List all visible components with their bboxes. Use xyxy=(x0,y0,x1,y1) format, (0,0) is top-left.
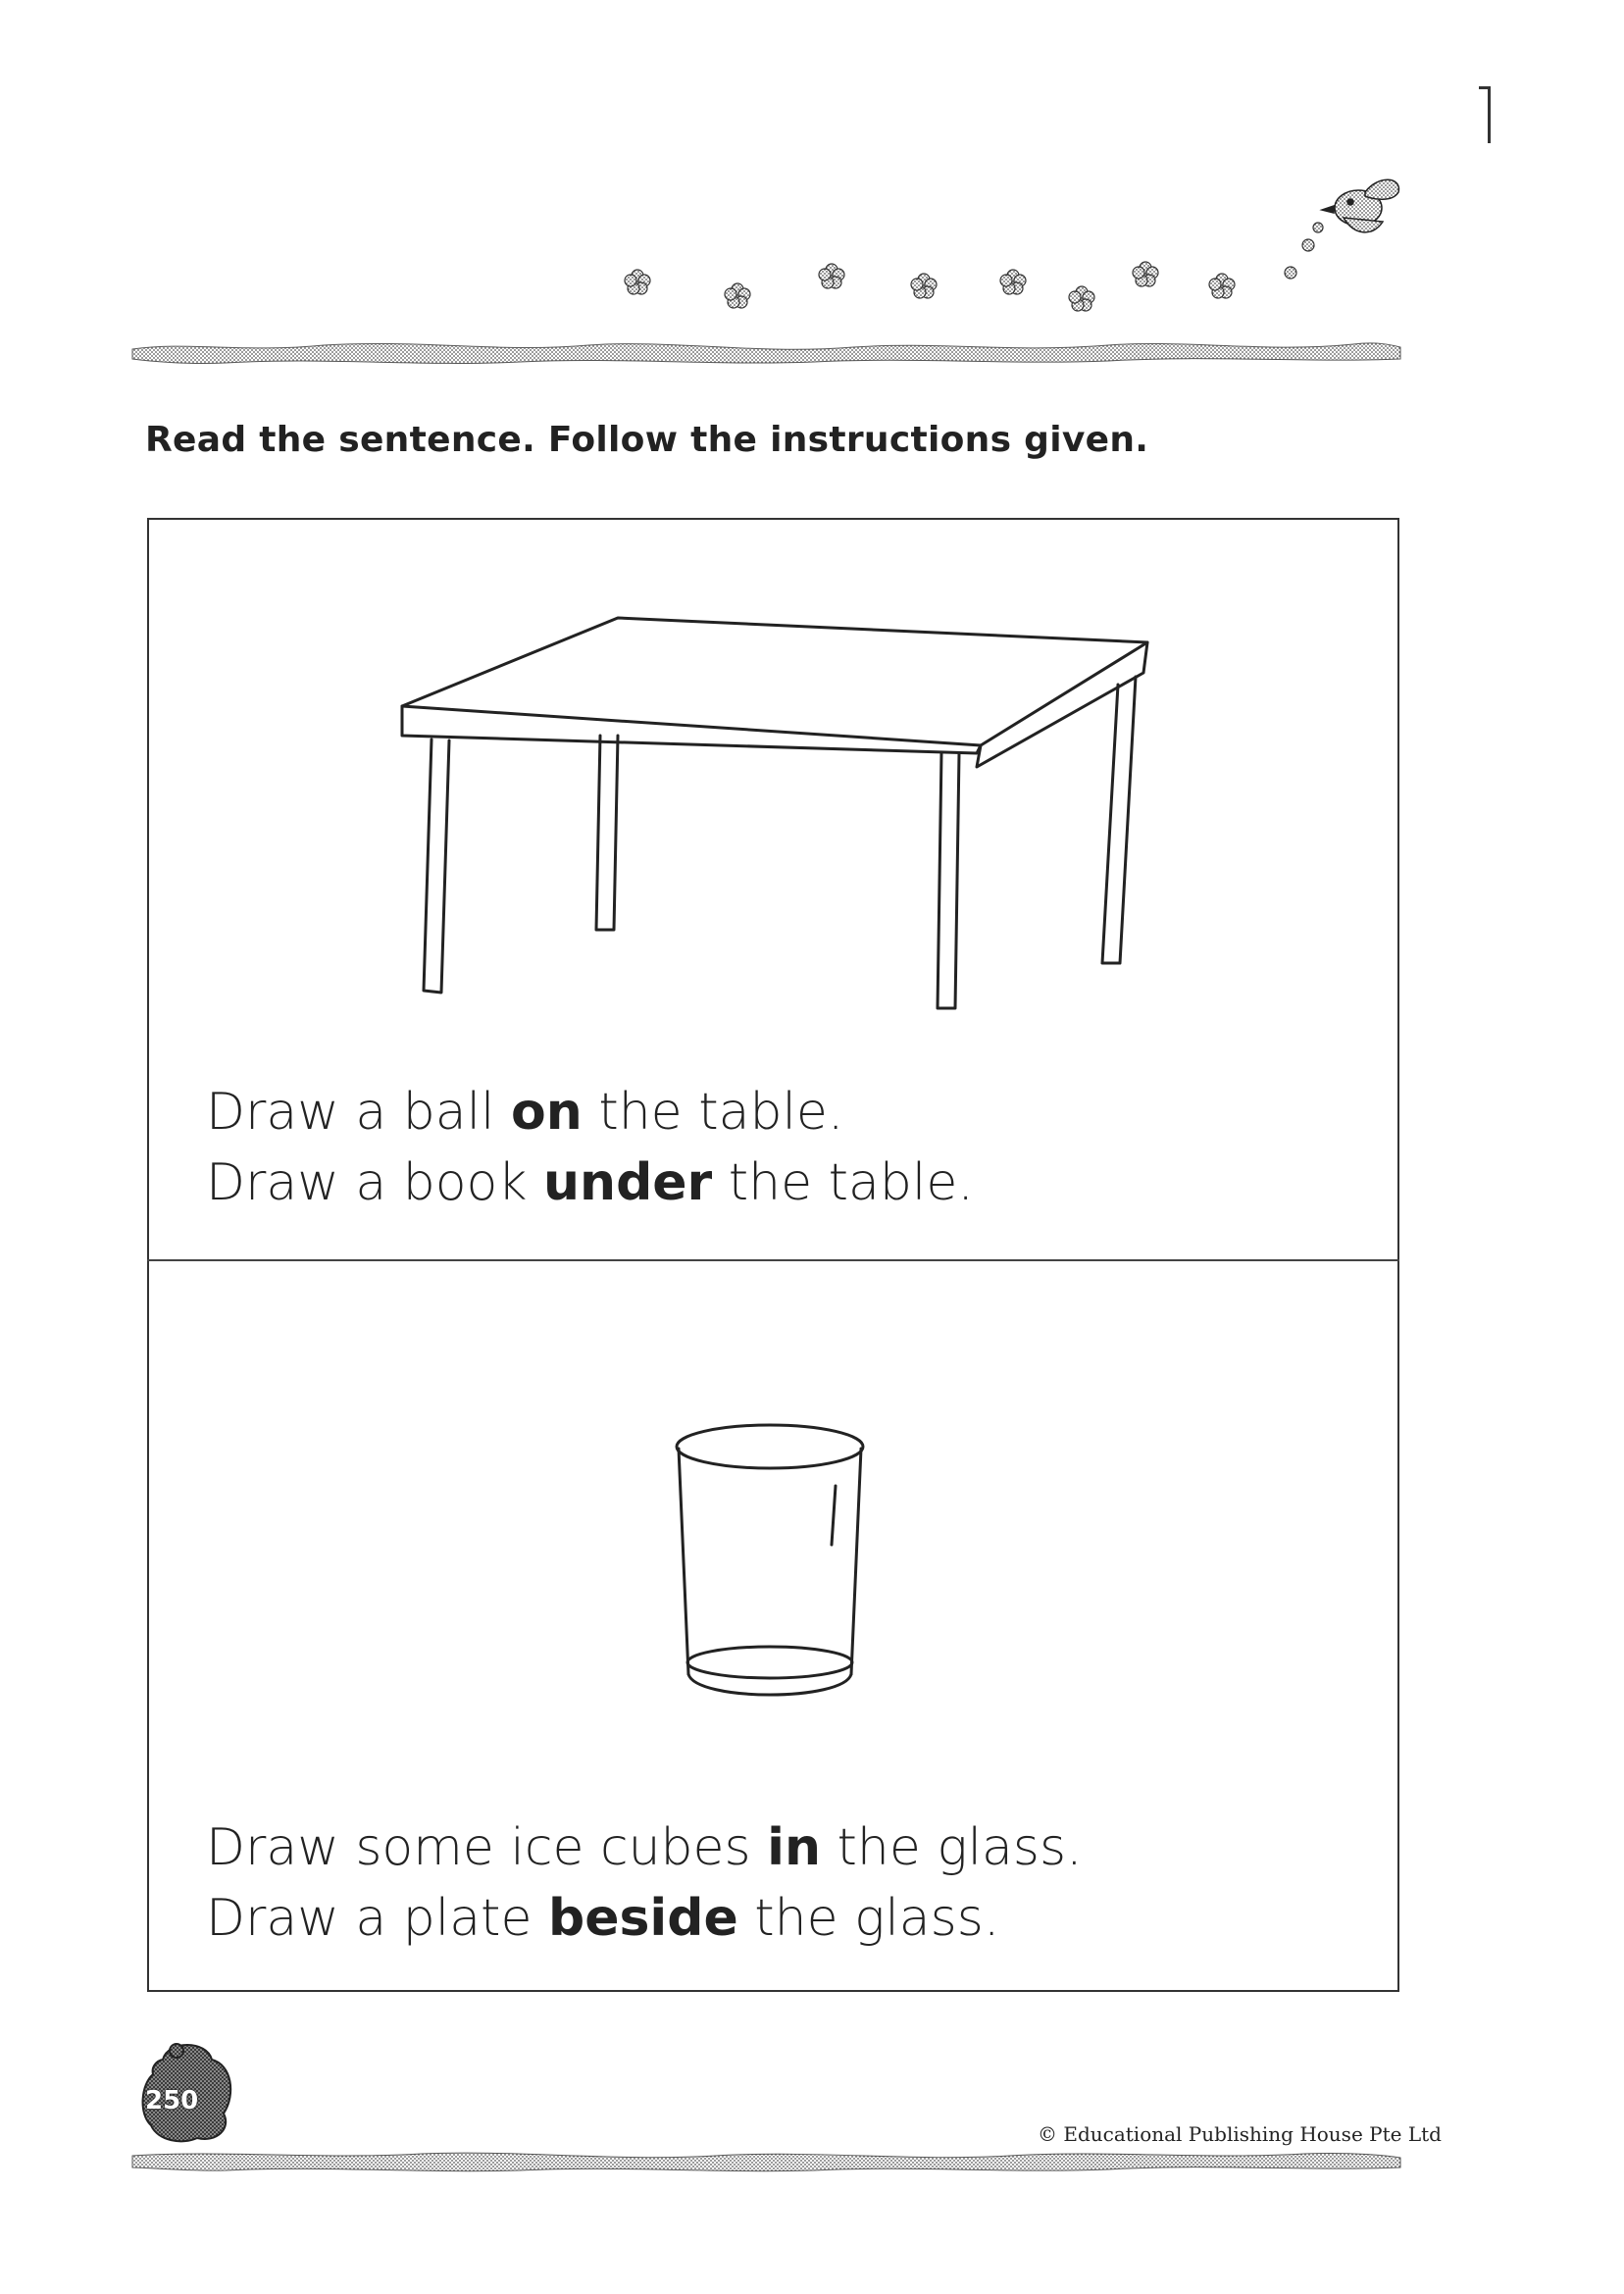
bird-icon xyxy=(1322,179,1398,232)
instruction-text: Read the sentence. Follow the instructions given. xyxy=(145,420,1149,460)
keyword-beside: beside xyxy=(547,1889,738,1948)
scan-mark xyxy=(1488,86,1491,143)
keyword-in: in xyxy=(767,1818,821,1877)
flower-trail xyxy=(625,223,1323,311)
table-illustration xyxy=(392,598,1157,1020)
sentence-ball: Draw a ball on the table. xyxy=(206,1083,844,1142)
page-number: 250 xyxy=(145,2086,199,2116)
header-grass-rule xyxy=(132,343,1400,364)
sentence-plate: Draw a plate beside the glass. xyxy=(206,1889,1000,1948)
glass-illustration xyxy=(667,1417,873,1711)
section-divider xyxy=(147,1259,1399,1261)
sentence-ice-cubes: Draw some ice cubes in the glass. xyxy=(206,1818,1083,1877)
keyword-on: on xyxy=(511,1083,583,1142)
copyright-text: © Educational Publishing House Pte Ltd xyxy=(1038,2122,1442,2146)
keyword-under: under xyxy=(543,1153,713,1212)
sentence-book: Draw a book under the table. xyxy=(206,1153,974,1212)
header-decoration xyxy=(127,167,1402,382)
scan-mark-tick xyxy=(1479,86,1491,89)
